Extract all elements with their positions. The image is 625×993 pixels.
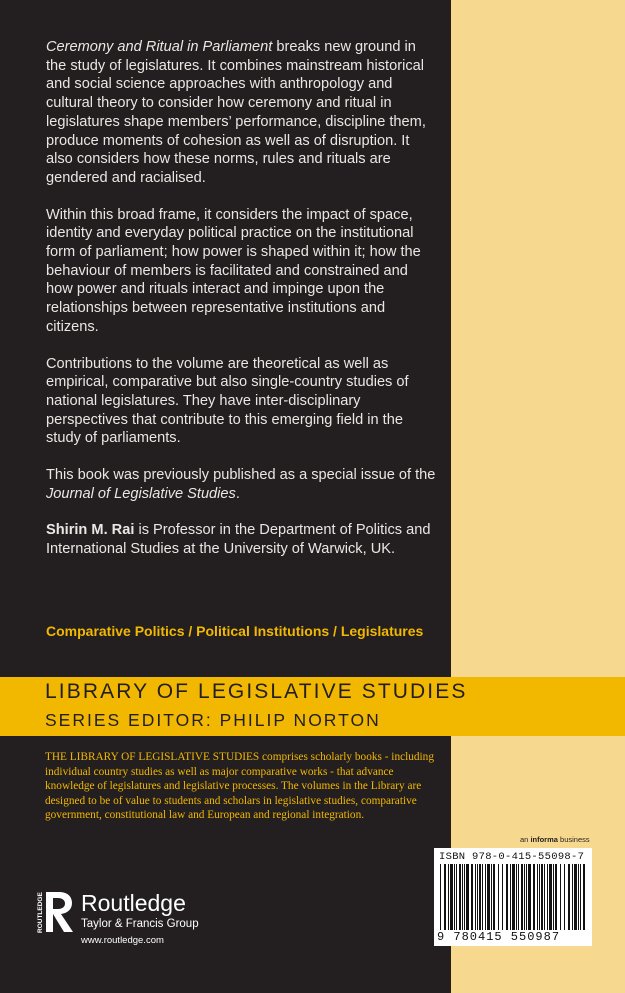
barcode-bar (487, 864, 490, 930)
barcode-bar (583, 864, 585, 930)
author-name: Shirin M. Rai (46, 522, 135, 539)
barcode-bar (533, 864, 535, 930)
barcode-bar (456, 864, 457, 930)
barcode-bar (553, 864, 554, 930)
book-description (46, 38, 438, 577)
barcode-bar (510, 864, 511, 930)
barcode-bar (539, 864, 540, 930)
book-title: Ceremony and Ritual in Parliament (46, 39, 273, 55)
author-bio (46, 521, 438, 558)
description-paragraph-1 (46, 38, 438, 188)
barcode-bar (521, 864, 523, 930)
barcode-bar (518, 864, 519, 930)
barcode-bar (580, 864, 581, 930)
barcode-bar (462, 864, 463, 930)
informa-business-tag (520, 835, 590, 844)
series-description: THE LIBRARY OF LEGISLATIVE STUDIES comprises scholarly books - including individual country studies as well as major comparative works - that advance knowledge of legislatures and legislative processes. The volumes in the Library are designed to be of value to students and scholars in legislative studies, comparative government, constitutional law and European and regional integration. (45, 751, 434, 822)
barcode-bar (454, 864, 455, 930)
barcode-bar (574, 864, 577, 930)
barcode-bar (440, 864, 441, 930)
ean-number: 9 780415 550987 (437, 930, 561, 944)
barcode-bar (479, 864, 481, 930)
series-editor: SERIES EDITOR: PHILIP NORTON (45, 710, 381, 730)
spine-panel (451, 0, 625, 993)
barcode-bar (547, 864, 548, 930)
barcode-bar (466, 864, 469, 930)
barcode-bar (450, 864, 453, 930)
barcode-bar (544, 864, 545, 930)
barcode-bar (572, 864, 573, 930)
publisher-group: Taylor & Francis Group (81, 918, 199, 930)
barcode-bar (560, 864, 561, 930)
previous-publication-note (46, 466, 438, 503)
description-paragraph-2: Within this broad frame, it considers the impact of space, identity and everyday political practice on the institutional form of parliament; how power is shaped within it; how the behaviour of members is facilitated and constrained and how power and rituals interact and impinge upon the relationships between representative institutions and citizens. (46, 206, 421, 335)
routledge-logo-icon (37, 886, 77, 938)
barcode-bar (512, 864, 515, 930)
barcode-bar (498, 864, 499, 930)
series-title: LIBRARY OF LEGISLATIVE STUDIES (45, 680, 468, 703)
barcode-bar (475, 864, 476, 930)
barcode-bar (506, 864, 508, 930)
routledge-vertical-text: ROUTLEDGE (37, 892, 44, 933)
barcode-bar (448, 864, 449, 930)
barcode-bars (440, 864, 586, 930)
barcode-bar (444, 864, 446, 930)
barcode-bar (502, 864, 503, 930)
isbn-label: ISBN 978-0-415-55098-7 (439, 851, 585, 863)
barcode-bar (526, 864, 527, 930)
barcode-bar (537, 864, 538, 930)
note-end: . (235, 485, 240, 502)
publisher-url: www.routledge.com (81, 935, 164, 946)
barcode-bar (524, 864, 525, 930)
barcode-bar (485, 864, 486, 930)
informa-suffix: business (557, 835, 590, 844)
author-bio-text: is Professor in the Department of Politics and International Studies at the University of Warwick, UK. (46, 522, 431, 558)
barcode-bar (555, 864, 557, 930)
barcode-bar (477, 864, 478, 930)
publisher-name: Routledge (81, 890, 186, 916)
barcode-bar (459, 864, 461, 930)
barcode-bar (482, 864, 483, 930)
isbn-barcode (434, 848, 592, 946)
description-paragraph-3: Contributions to the volume are theoretical as well as empirical, comparative but also single-country studies of national legislatures. They have inter-disciplinary perspectives that contribute to this emerging field in the study of parliaments. (46, 355, 409, 447)
barcode-bar (564, 864, 565, 930)
barcode-bar (578, 864, 579, 930)
note-text: This book was previously published as a special issue of the (46, 467, 436, 484)
description-text: breaks new ground in the study of legislatures. It combines mainstream historical and social science approaches with anthropology and cultural theory to consider how ceremony and ritual in legislatures shape members’ performance, discipline them, produce moments of cohesion as well as of disruption. It also considers how these norms, rules and rituals are gendered and racialised. (46, 39, 426, 186)
informa-brand: informa (530, 835, 558, 844)
barcode-bar (471, 864, 473, 930)
journal-title: Journal of Legislative Studies (46, 485, 236, 502)
informa-prefix: an (520, 835, 531, 844)
barcode-bar (549, 864, 552, 930)
barcode-bar (528, 864, 531, 930)
barcode-bar (568, 864, 570, 930)
subject-categories: Comparative Politics / Political Institutions / Legislatures (46, 623, 424, 639)
barcode-bar (464, 864, 465, 930)
barcode-bar (491, 864, 492, 930)
barcode-bar (516, 864, 517, 930)
barcode-bar (493, 864, 495, 930)
barcode-bar (541, 864, 543, 930)
